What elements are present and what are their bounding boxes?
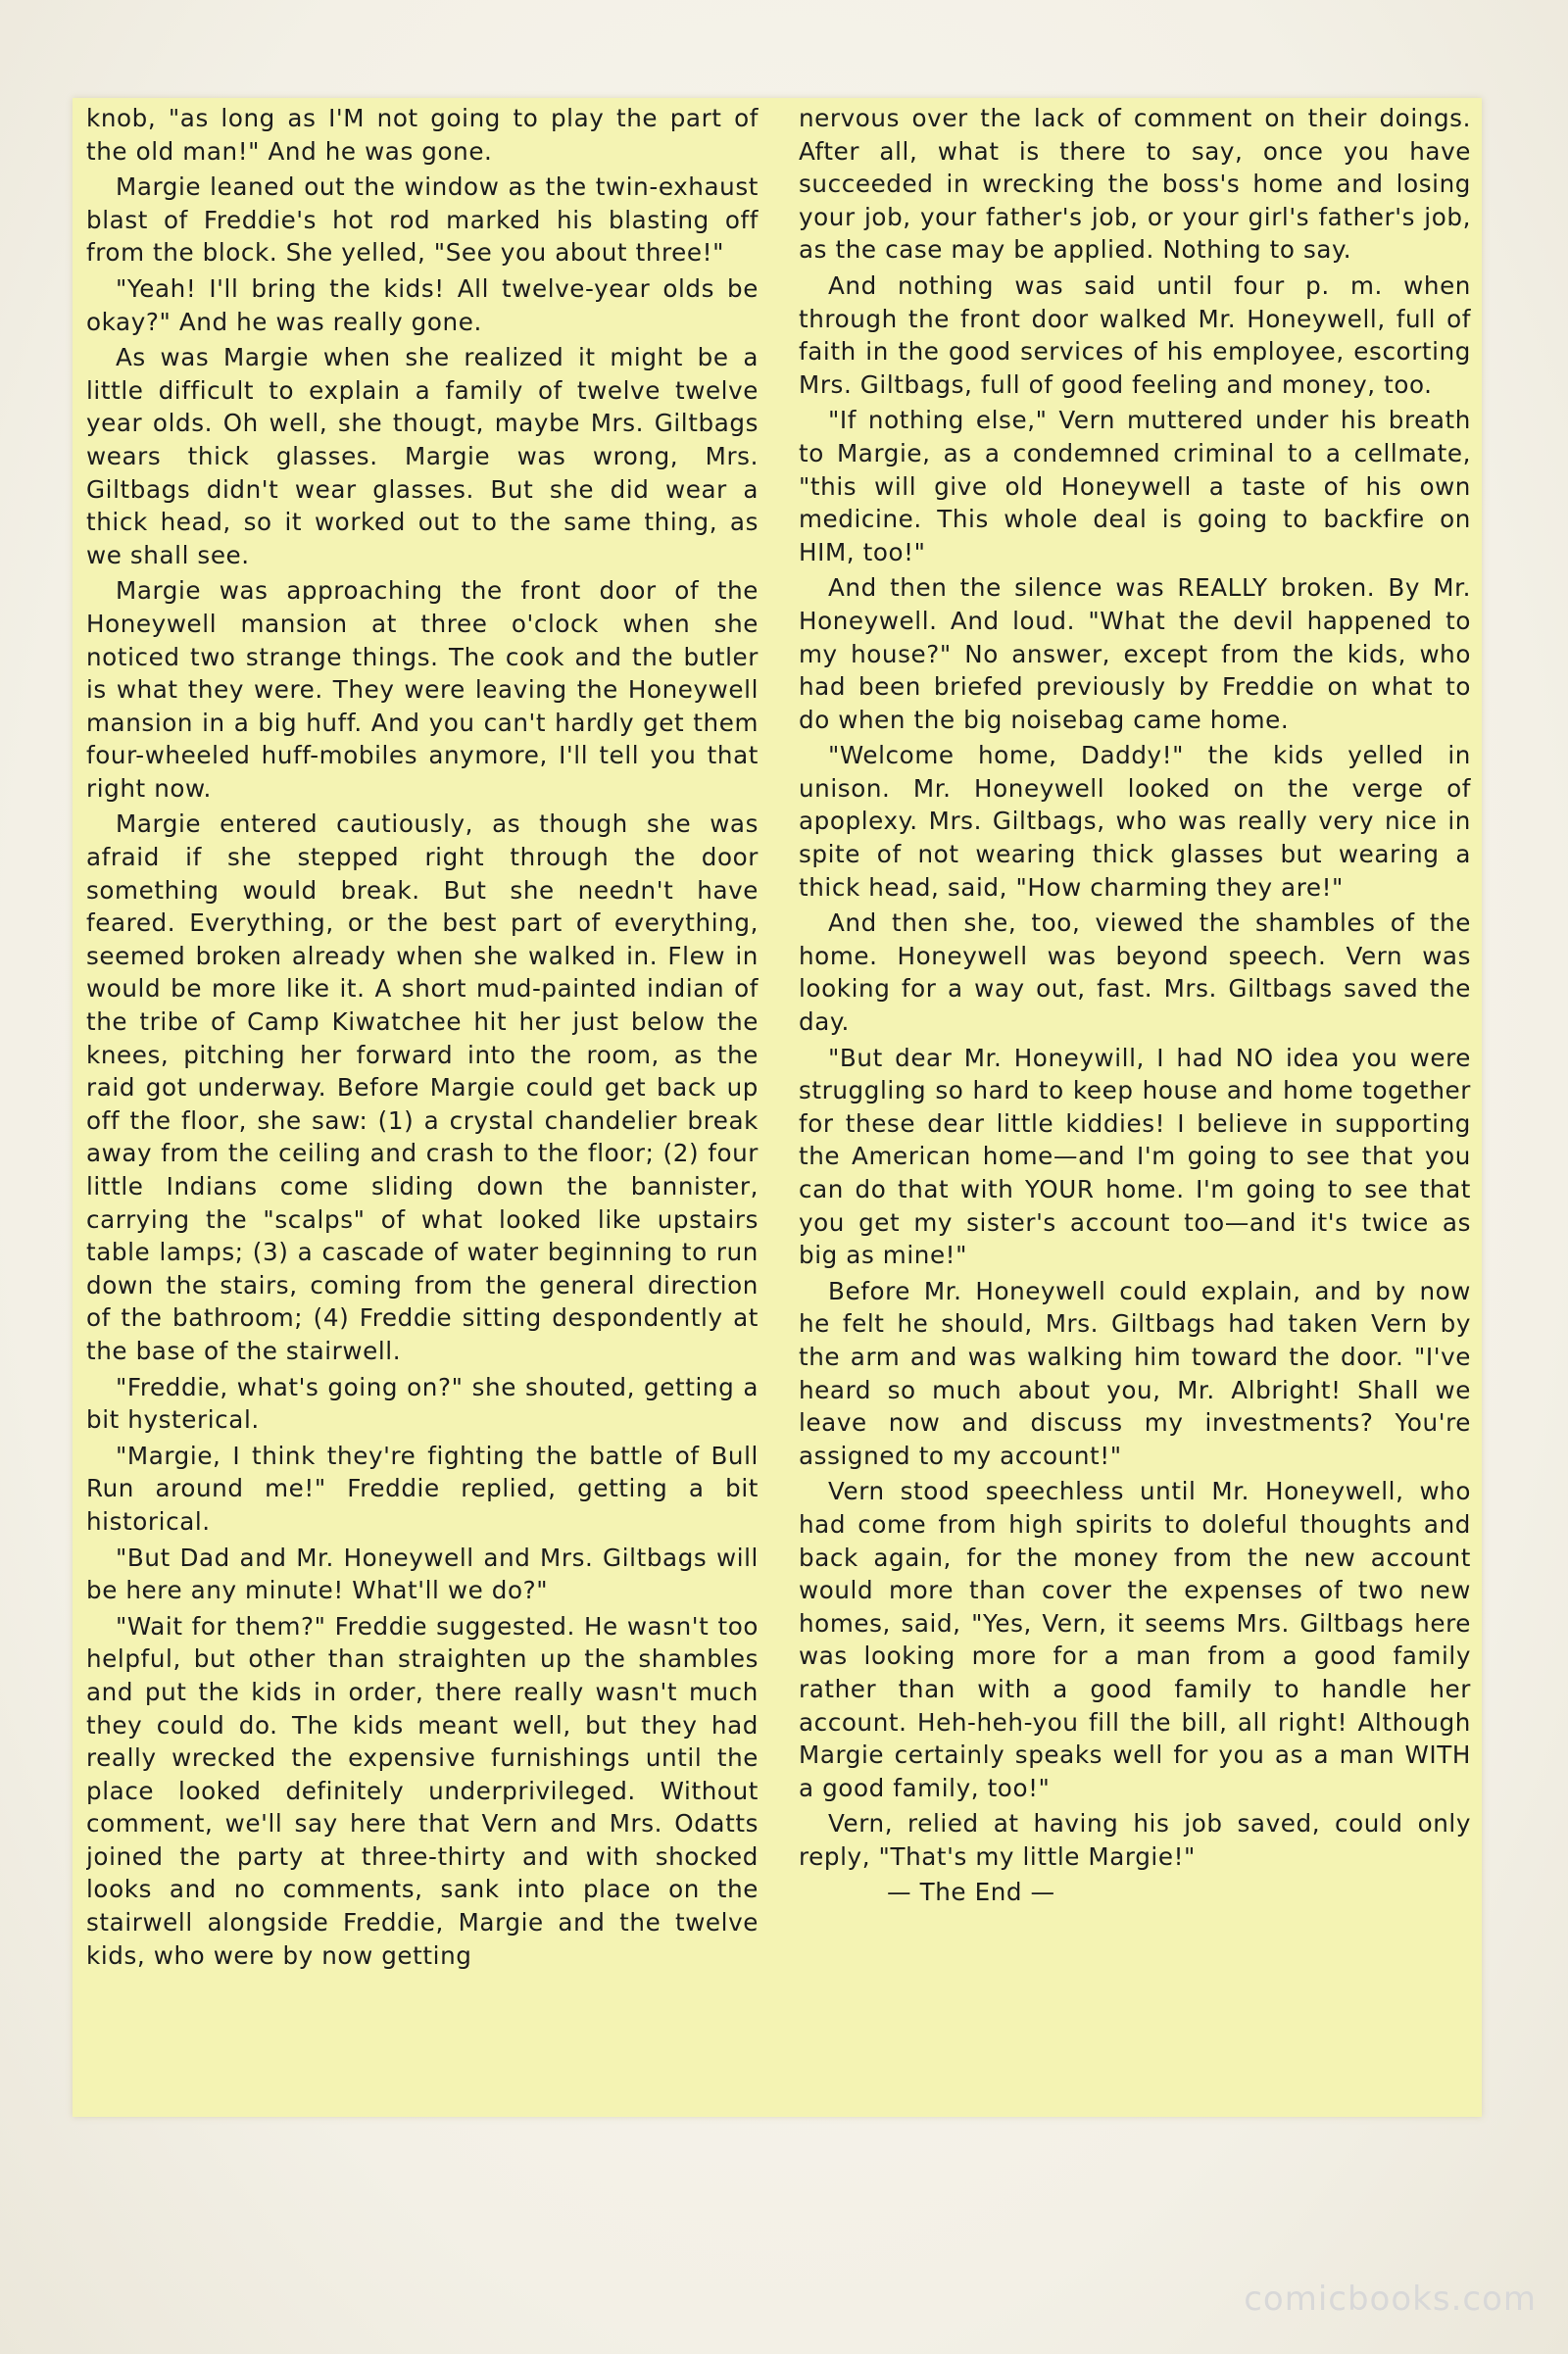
story-paragraph: knob, "as long as I'M not going to play the part of the old man!" And he was gone. [86,104,759,166]
story-paragraph: Margie was approaching the front door of the Honeywell mansion at three o'clock when she noticed two strange things. The cook and the butler is what they were. They were leaving the Honeywell mansion in a big huff. And you can't hardly get them four-wheeled huff-mobiles anymore, I'll tell you that right now. [86,576,759,803]
story-paragraph: And then she, too, viewed the shambles of the home. Honeywell was beyond speech. Vern was looking for a way out, fast. Mrs. Giltbags saved the day. [799,908,1471,1037]
story-paragraph: "Welcome home, Daddy!" the kids yelled in unison. Mr. Honeywell looked on the verge of apoplexy. Mrs. Giltbags, who was really very nice in spite of not wearing thick glasses but wearing a thick head, said, "How charming they are!" [799,741,1471,902]
story-paragraph: "If nothing else," Vern muttered under his breath to Margie, as a condemned criminal to a cellmate, "this will give old Honeywell a taste of his own medicine. This whole deal is going to backfire on HIM, too!" [799,406,1471,566]
story-paragraph: "Freddie, what's going on?" she shouted, getting a bit hysterical. [86,1372,759,1435]
story-paragraph: "Wait for them?" Freddie suggested. He wasn't too helpful, but other than straighten up the shambles and put the kids in order, there really wasn't much they could do. The kids meant well, but they had really wrecked the expensive furnishings until the place looked definitely underprivileged. Without comment, we'll say here that Vern and Mrs. Odatts joined the party at three-thirty and with shocked looks and no comments, sank into place on the stairwell alongside Freddie, Margie and the twelve kids, who were by now getting [86,1611,759,1970]
story-paragraph: nervous over the lack of comment on their doings. After all, what is there to say, once you have succeeded in wrecking the boss's home and losing your job, your father's job, or your girl's father's job, as the case may be applied. Nothing to say. [799,104,1471,265]
story-paragraph: Margie entered cautiously, as though she was afraid if she stepped right through the door something would break. But she needn't have feared. Everything, or the best part of everything, seemed broken already when she walked in. Flew in would be more like it. A short mud-painted indian of the tribe of Camp Kiwatchee hit her just below the knees, pitching her forward into the room, as the raid got underway. Before Margie could get back up off the floor, she saw: (1) a crystal chandelier break away from the ceiling and crash to the floor; (2) four little Indians come sliding down the bannister, carrying the "scalps" of what looked like upstairs table lamps; (3) a cascade of water beginning to run down the stairs, coming from the general direction of the bathroom; (4) Freddie sitting despondently at the base of the stairwell. [86,809,759,1365]
story-paragraph: Vern stood speechless until Mr. Honeywell, who had come from high spirits to doleful thoughts and back again, for the money from the new account would more than cover the expenses of two new homes, said, "Yes, Vern, it seems Mrs. Giltbags here was looking more for a man from a good family rather than with a good family to handle her account. Heh-heh-you fill the bill, all right! Although Margie certainly speaks well for you as a man WITH a good family, too!" [799,1477,1471,1802]
story-paragraph: As was Margie when she realized it might be a little difficult to explain a family of twelve twelve year olds. Oh well, she thougt, maybe Mrs. Giltbags wears thick glasses. Margie was wrong, Mrs. Giltbags didn't wear glasses. But she did wear a thick head, so it worked out to the same thing, as we shall see. [86,343,759,569]
story-paragraph: "Margie, I think they're fighting the battle of Bull Run around me!" Freddie replied, getting a bit historical. [86,1441,759,1536]
the-end-label: — The End — [887,1878,1055,1907]
story-column-right [799,102,1471,2111]
story-paragraph: Vern, relied at having his job saved, could only reply, "That's my little Margie!" [799,1809,1471,1871]
site-watermark: comicbooks.com [1244,2280,1537,2319]
story-paragraph: Before Mr. Honeywell could explain, and by now he felt he should, Mrs. Giltbags had taken Vern by the arm and was walking him toward the door. "I've heard so much about you, Mr. Albright! Shall we leave now and discuss my investments? You're assigned to my account!" [799,1276,1471,1470]
story-paragraph: "But dear Mr. Honeywill, I had NO idea you were struggling so hard to keep house and home together for these dear little kiddies! I believe in supporting the American home—and I'm going to see that you can do that with YOUR home. I'm going to see that you get my sister's account too—and it's twice as big as mine!" [799,1043,1471,1270]
story-paragraph: "But Dad and Mr. Honeywell and Mrs. Giltbags will be here any minute! What'll we do?" [86,1543,759,1605]
story-column-left [86,102,759,2111]
story-paragraph: Margie leaned out the window as the twin-exhaust blast of Freddie's hot rod marked his blasting off from the block. She yelled, "See you about three!" [86,172,759,268]
story-paragraph: "Yeah! I'll bring the kids! All twelve-year olds be okay?" And he was really gone. [86,273,759,336]
story-paragraph: And then the silence was REALLY broken. By Mr. Honeywell. And loud. "What the devil happened to my house?" No answer, except from the kids, who had been briefed previously by Freddie on what to do when the big noisebag came home. [799,573,1471,734]
story-paragraph: And nothing was said until four p. m. when through the front door walked Mr. Honeywell, full of faith in the good services of his employee, escorting Mrs. Giltbags, full of good feeling and money, too. [799,270,1471,399]
